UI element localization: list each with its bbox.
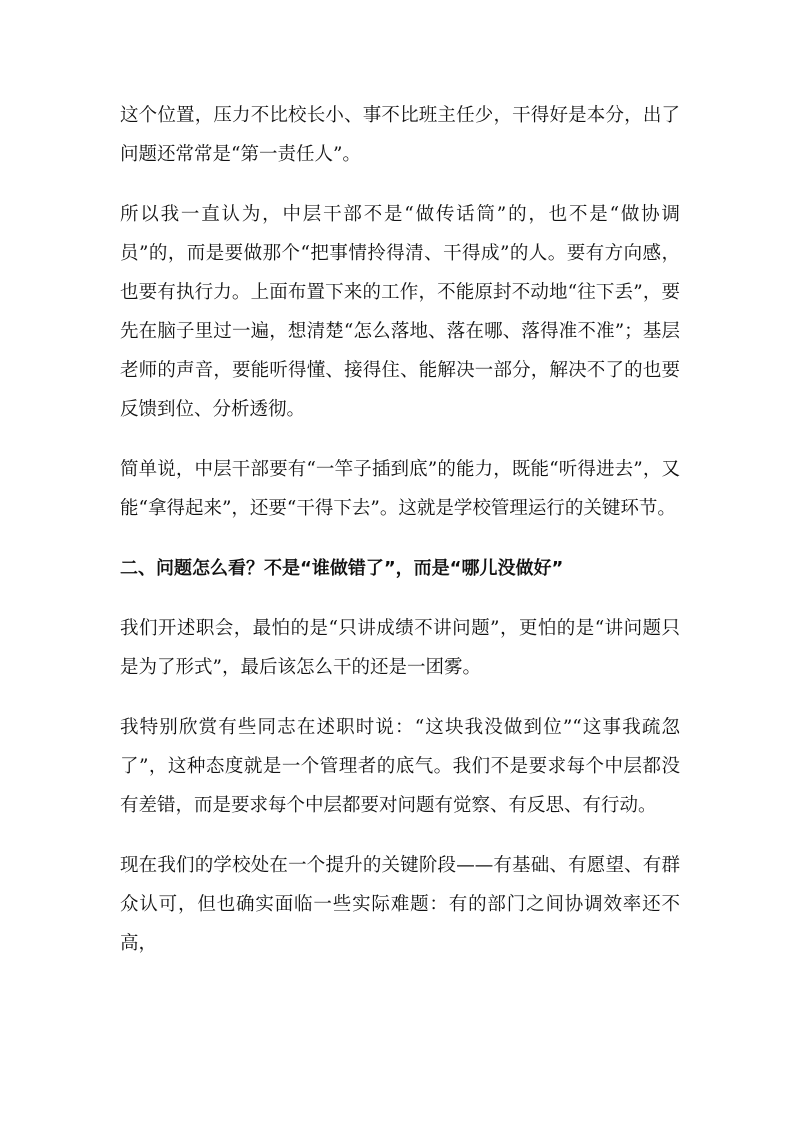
paragraph-6: 现在我们的学校处在一个提升的关键阶段——有基础、有愿望、有群众认可，但也确实面临一些实际难题：有的部门之间协调效率还不高， — [120, 855, 680, 954]
paragraph-5: 我特别欣赏有些同志在述职时说：“这块我没做到位”“这事我疏忽了”，这种态度就是一个管理者的底气。我们不是要求每个中层都没有差错，而是要求每个中层都要对问题有觉察、有反思、有行动。 — [120, 717, 680, 816]
paragraph-1: 这个位置，压力不比校长小、事不比班主任少，干得好是本分，出了问题还常常是“第一责任人”。 — [120, 105, 680, 165]
document-page — [120, 96, 680, 984]
paragraph-4: 我们开述职会，最怕的是“只讲成绩不讲问题”，更怕的是“讲问题只是为了形式”，最后该怎么干的还是一团雾。 — [120, 618, 680, 678]
paragraph-2: 所以我一直认为，中层干部不是“做传话筒”的，也不是“做协调员”的，而是要做那个“把事情拎得清、干得成”的人。要有方向感，也要有执行力。上面布置下来的工作，不能原封不动地“往下丢”，要先在脑子里过一遍，想清楚“怎么落地、落在哪、落得准不准”；基层老师的声音，要能听得懂、接得住、能解决一部分，解决不了的也要反馈到位、分析透彻。 — [120, 204, 680, 420]
section-heading: 二、问题怎么看？不是“谁做错了”，而是“哪儿没做好” — [120, 558, 564, 579]
paragraph-3: 简单说，中层干部要有“一竿子插到底”的能力，既能“听得进去”，又能“拿得起来”，还要“干得下去”。这就是学校管理运行的关键环节。 — [120, 459, 680, 519]
